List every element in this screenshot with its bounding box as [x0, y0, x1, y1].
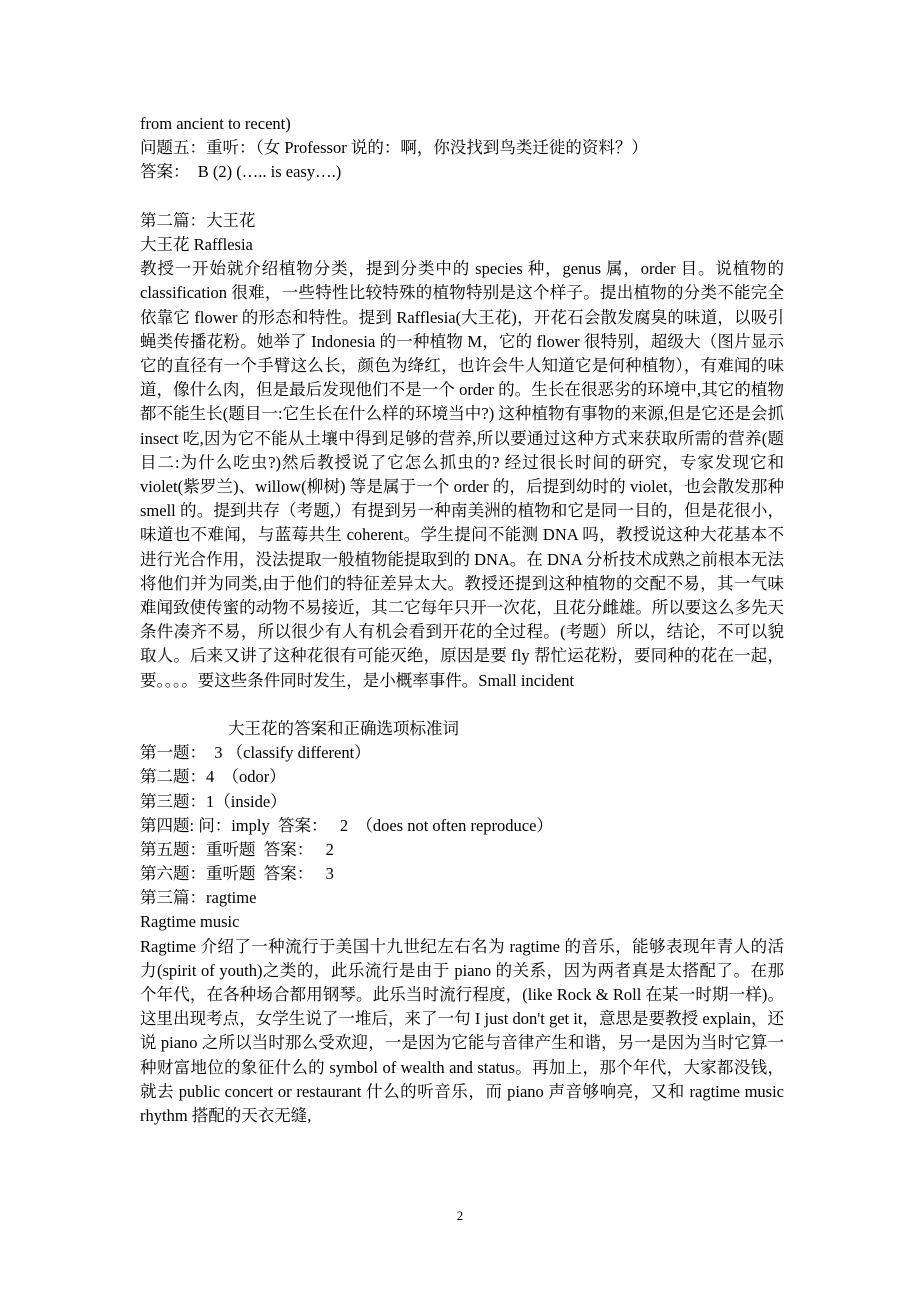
page-number: 2 [456, 1208, 464, 1223]
answer-item: 第六题：重听题 答案： 3 [140, 864, 334, 884]
answer-item: 第一题： 3 （classify different） [140, 743, 371, 763]
answer-item: 第二题：4 （odor） [140, 767, 286, 787]
answer-item: 第四题: 问：imply 答案： 2 （does not often reproduce） [140, 815, 553, 835]
blank-line [140, 693, 784, 717]
section3-paragraph [140, 935, 784, 1129]
section3-heading: 第三篇：ragtime [140, 888, 257, 908]
section3-paragraph-text: Ragtime 介绍了一种流行于美国十九世纪左右名为 ragtime 的音乐，能够表现年青人的活力(spirit of youth)之类的，此乐流行是由于 piano 的关系，因为两者真是太搭配了。在那个年代，在各种场合都用钢琴。此乐当时流行程度，(like Rock & Roll 在某一时期一样)。这里出现考点，女学生说了一堆后，来了一句 I just don't get it，意思是要教授 explain，还说 piano 之所以当时那么受欢迎，一是因为它能与音律产生和谐，另一是因为当时它算一种财富地位的象征什么的 symbol of wealth and status。再加上，那个年代，大家都没钱，就去 public concert or restaurant 什么的听音乐，而 piano 声音够响亮，又和 ragtime music rhythm 搭配的天衣无缝, [140, 936, 784, 1126]
text-line: from ancient to recent) [140, 114, 291, 133]
blank-line [140, 185, 784, 209]
section2-paragraph-text: 教授一开始就介绍植物分类，提到分类中的 species 种，genus 属，order 目。说植物的 classification 很难，一些特性比较特殊的植物特别是这个样子。提出植物的分类不能完全依靠它 flower 的形态和特性。提到 Rafflesia(大王花)，开花石会散发腐臭的味道，以吸引蝇类传播花粉。她举了 Indonesia 的一种植物 M，它的 flower 很特别，超级大（图片显示它的直径有一个手臂这么长，颜色为绛红，也许会牛人知道它是何种植物），有难闻的味道，像什么肉，但是最后发现他们不是一个 order 的。生长在很恶劣的环境中,其它的植物都不能生长(题目一:它生长在什么样的环境当中?) 这种植物有事物的来源,但是它还是会抓 insect 吃,因为它不能从土壤中得到足够的营养,所以要通过这种方式来获取所需的营养(题目二:为什么吃虫?)然后教授说了它怎么抓虫的? 经过很长时间的研究，专家发现它和 violet(紫罗兰)、willow(柳树) 等是属于一个 order 的，后提到幼时的 violet，也会散发那种 smell 的。提到共存（考题,）有提到另一种南美洲的植物和它是同一目的，但是花很小，味道也不难闻，与蓝莓共生 coherent。学生提问不能测 DNA 吗，教授说这种大花基本不进行光合作用，没法提取一般植物能提取到的 DNA。在 DNA 分析技术成熟之前根本无法将他们并为同类,由于他们的特征差异太大。教授还提到这种植物的交配不易，其一气味难闻致使传蜜的动物不易接近，其二它每年只开一次花，且花分雌雄。所以要这么多先天条件凑齐不易，所以很少有人有机会看到开花的全过程。(考题）所以，结论，不可以貌取人。后来又讲了这种花很有可能灭绝，原因是要 fly 帮忙运花粉，要同种的花在一起，要。。。。要这些条件同时发生，是小概率事件。Small incident [140, 259, 784, 690]
answers-heading: 大王花的答案和正确选项标准词 [228, 718, 459, 738]
question-five-line: 问题五：重听：（女 Professor 说的：啊，你没找到鸟类迁徙的资料？） [140, 138, 648, 158]
answer-item: 第三题：1（inside） [140, 791, 287, 811]
answer-item: 第五题：重听题 答案： 2 [140, 839, 334, 859]
section2-heading: 第二篇：大王花 [140, 210, 256, 230]
section3-subtitle: Ragtime music [140, 912, 240, 932]
section2-subtitle: 大王花 Rafflesia [140, 234, 253, 254]
answer-line: 答案： B (2) (….. is easy….) [140, 162, 342, 182]
page-content [140, 112, 784, 1128]
section2-paragraph [140, 257, 784, 693]
